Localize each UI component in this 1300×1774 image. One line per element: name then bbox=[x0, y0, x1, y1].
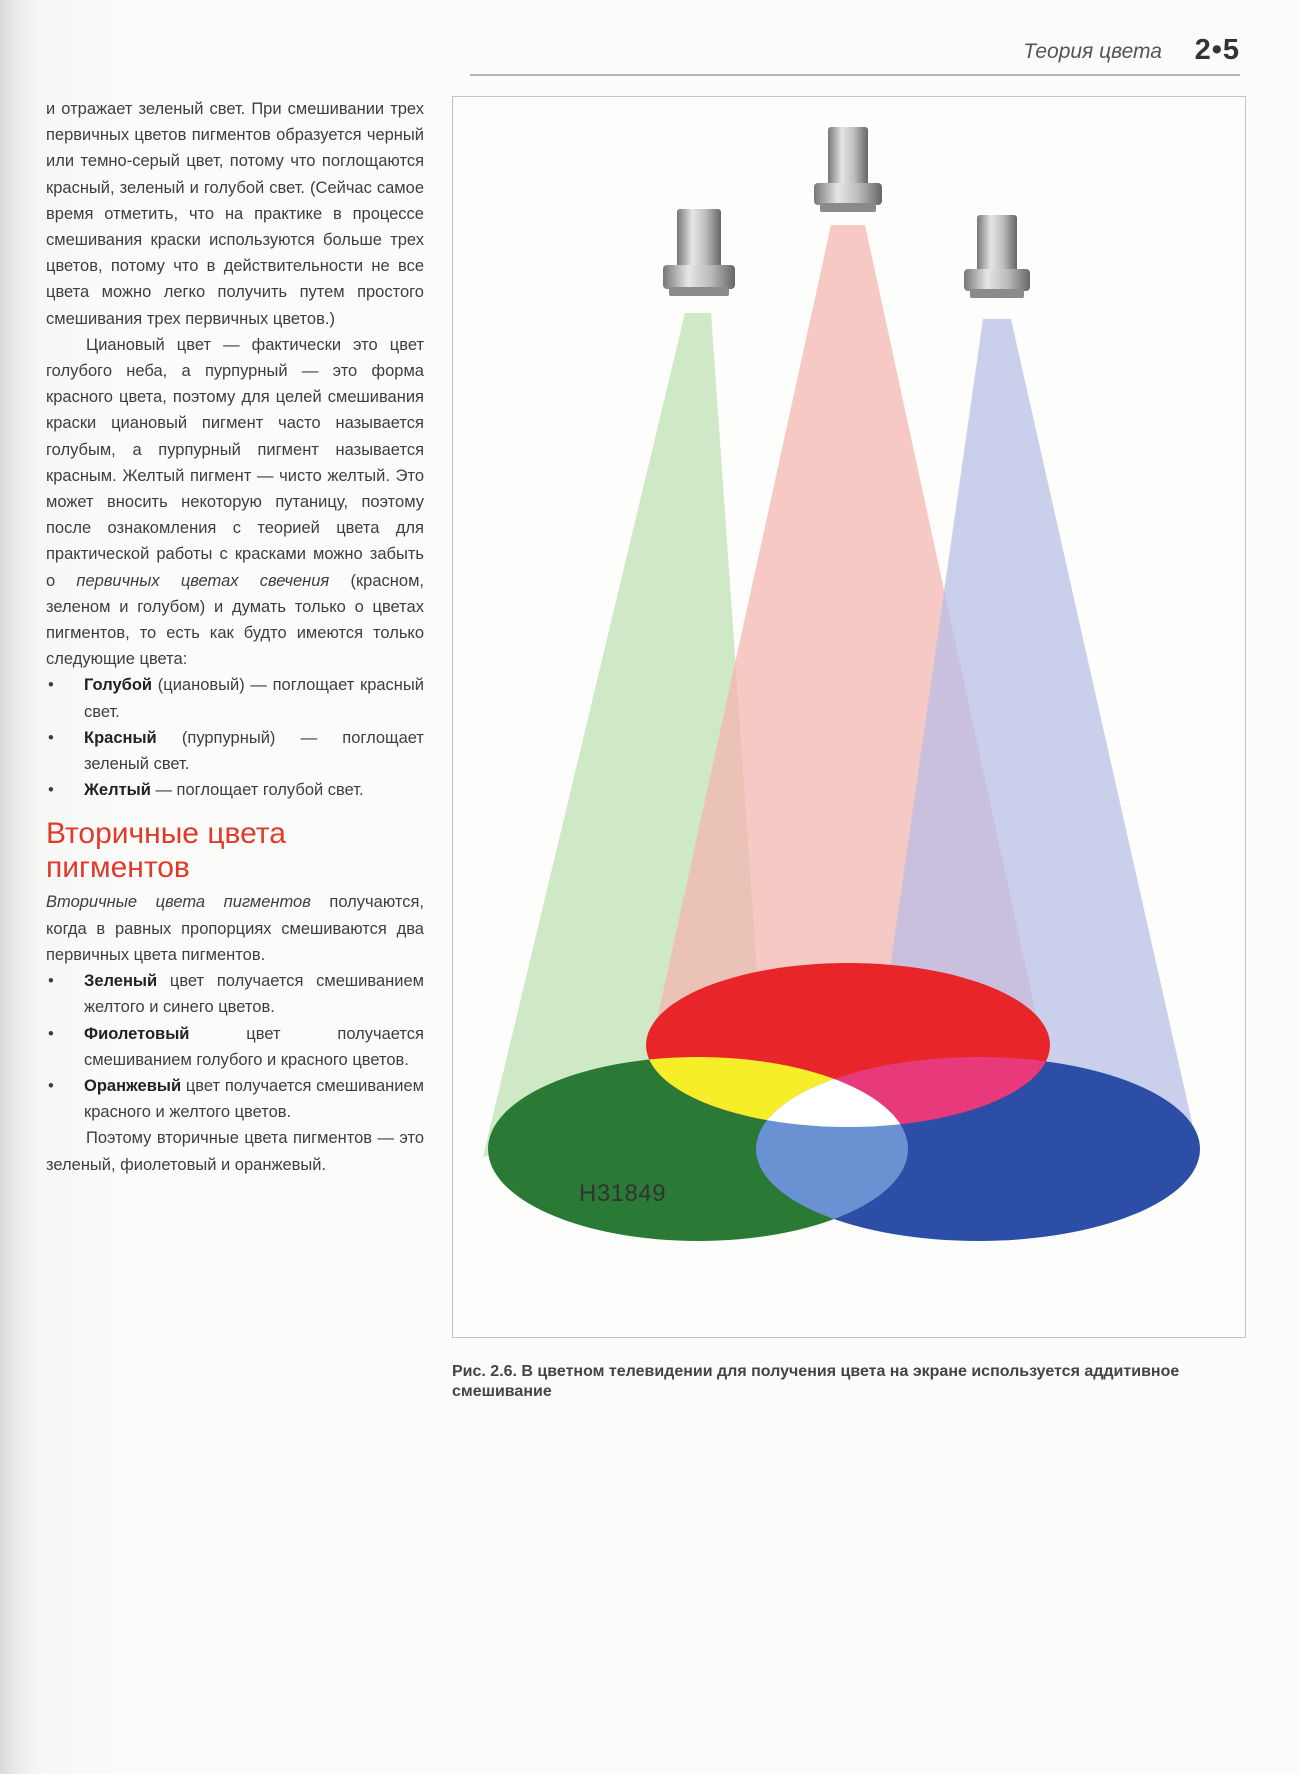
spotlight-green-icon bbox=[663, 209, 735, 296]
additive-mixing-illustration bbox=[453, 97, 1245, 1337]
text-column bbox=[46, 96, 424, 1178]
list-item: • Оранжевый цвет получается смешиванием красного и желтого цветов. bbox=[48, 1076, 424, 1122]
emphasis-light-primaries: первичных цветах свечения bbox=[76, 571, 330, 590]
spotlight-red-icon bbox=[814, 127, 882, 212]
section-heading: Вторичные цвета пигментов bbox=[46, 817, 286, 885]
paragraph-3: Вторичные цвета пигментов получаются, когда в равных пропорциях смешиваются два первичных цвета пигментов. bbox=[46, 893, 424, 964]
figure-code: H31849 bbox=[579, 1180, 667, 1207]
list-item: • Красный (пурпурный) — поглощает зеленый свет. bbox=[48, 728, 424, 774]
paragraph-4: Поэтому вторичные цвета пигментов — это зеленый, фиолетовый и оранжевый. bbox=[46, 1129, 424, 1174]
figure-caption: Рис. 2.6. В цветном телевидении для получения цвета на экране используется аддитивное смешивание bbox=[452, 1363, 1180, 1400]
emphasis-secondary: Вторичные цвета пигментов bbox=[46, 893, 311, 912]
pigment-list bbox=[46, 672, 424, 803]
list-item: • Голубой (циановый) — поглощает красный свет. bbox=[48, 676, 424, 721]
figure-frame bbox=[452, 96, 1246, 1338]
secondary-list bbox=[46, 968, 424, 1125]
list-item: • Фиолетовый цвет получается смешиванием голубого и красного цветов. bbox=[48, 1024, 424, 1069]
paragraph-2: Циановый цвет — фактически это цвет голубого неба, а пурпурный — это форма красного цвета, поэтому для целей смешивания краски циановый пигмент часто называется голубым, а пурпурный пигмент называется красным. Желтый пигмент — чисто желтый. Это может вносить некоторую путаницу, поэтому после ознакомления с теорией цвета для практической работы с красками можно забыть о первичных цветах свечения (красном, зеленом и голубом) и думать только о цветах пигментов, то есть как будто имеются только следующие цвета: bbox=[46, 335, 424, 669]
page-number: 2•5 bbox=[1194, 34, 1240, 66]
header-title: Теория цвета bbox=[1023, 40, 1162, 63]
spotlight-blue-icon bbox=[964, 215, 1030, 298]
list-item: • Желтый — поглощает голубой свет. bbox=[48, 781, 364, 800]
paragraph-1: и отражает зеленый свет. При смешивании трех первичных цветов пигментов образуется черный или темно-серый цвет, потому что поглощаются красный, зеленый и голубой свет. (Сейчас самое время отметить, что на практике в процессе смешивания краски используются больше трех цветов, потому что в действительности не все цвета можно легко получить путем простого смешивания трех первичных цветов.) bbox=[46, 100, 424, 328]
list-item: • Зеленый цвет получается смешиванием желтого и синего цветов. bbox=[48, 972, 424, 1017]
running-header bbox=[470, 36, 1240, 76]
